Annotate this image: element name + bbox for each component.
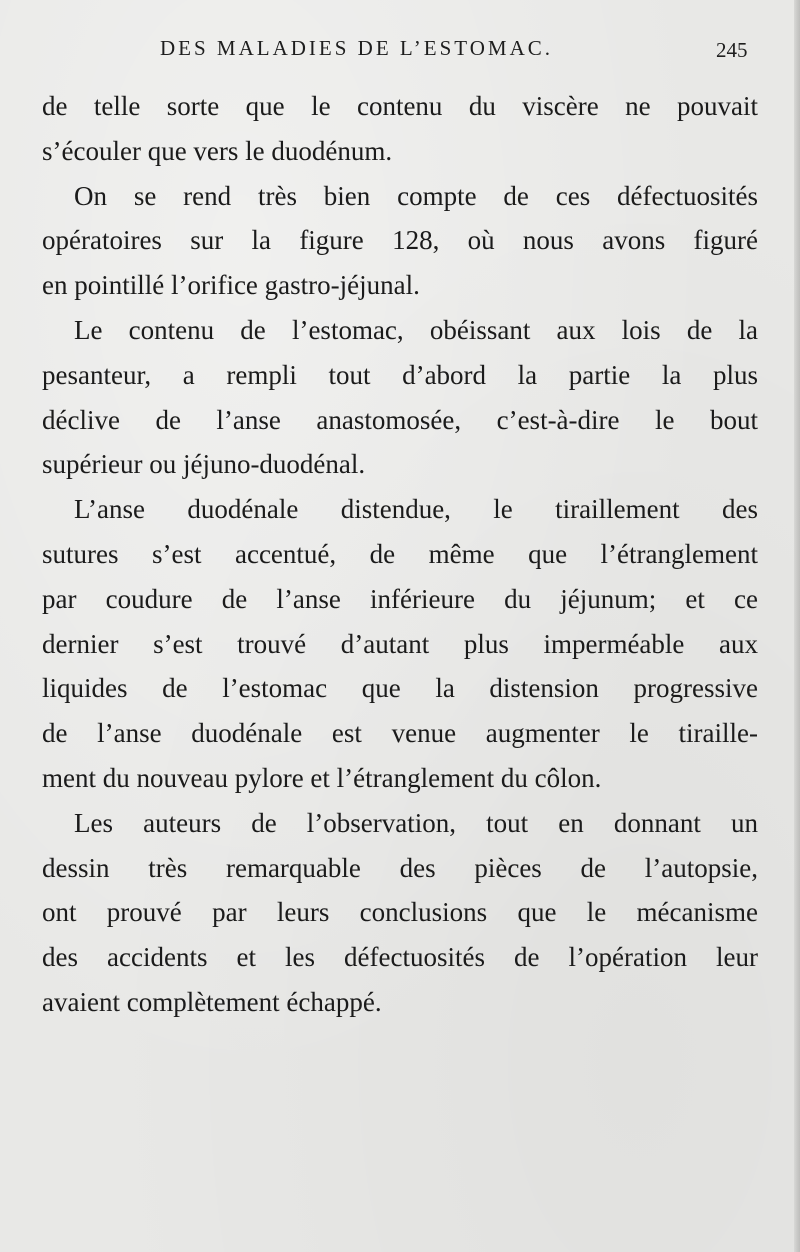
running-title: DES MALADIES DE L’ESTOMAC. xyxy=(160,36,554,60)
paragraph xyxy=(42,174,758,308)
text-line: de telle sorte que le contenu du viscère ne pouvait xyxy=(42,91,758,121)
paragraph xyxy=(42,487,758,801)
text-line: L’anse duodénale distendue, le tiraillement des xyxy=(74,494,758,525)
page-edge-shadow xyxy=(794,0,800,1252)
body-text xyxy=(42,84,758,1025)
running-head xyxy=(0,36,800,70)
text-line: déclive de l’anse anastomosée, c’est-à-dire le bout xyxy=(42,404,758,435)
text-line: des accidents et les défectuosités de l’opération leur xyxy=(42,942,758,973)
text-line: ont prouvé par leurs conclusions que le mécanisme xyxy=(42,897,758,928)
paragraph xyxy=(42,308,758,487)
text-line: liquides de l’estomac que la distension progressive xyxy=(42,673,758,704)
text-line: On se rend très bien compte de ces défectuosités xyxy=(74,180,758,211)
text-line: Les auteurs de l’observation, tout en donnant un xyxy=(74,807,758,838)
text-line: Le contenu de l’estomac, obéissant aux lois de la xyxy=(74,314,758,345)
text-line: opératoires sur la figure 128, où nous avons figuré xyxy=(42,225,758,256)
text-line: dernier s’est trouvé d’autant plus imperméable aux xyxy=(42,628,758,659)
text-line: par coudure de l’anse inférieure du jéjunum; et ce xyxy=(42,583,758,614)
text-line: ment du nouveau pylore et l’étranglement du côlon. xyxy=(42,762,602,793)
text-line: supérieur ou jéjuno-duodénal. xyxy=(42,449,366,480)
text-line: dessin très remarquable des pièces de l’autopsie, xyxy=(42,852,758,883)
paragraph xyxy=(42,801,758,1025)
text-line: sutures s’est accentué, de même que l’étranglement xyxy=(42,538,758,569)
paragraph xyxy=(42,84,758,174)
text-line: pesanteur, a rempli tout d’abord la partie la plus xyxy=(42,359,758,390)
text-line: avaient complètement échappé. xyxy=(42,986,382,1017)
text-line: de l’anse duodénale est venue augmenter le tiraille- xyxy=(42,718,758,749)
text-line: s’écouler que vers le duodénum. xyxy=(42,135,393,166)
page-number: 245 xyxy=(716,38,748,62)
text-line: en pointillé l’orifice gastro-jéjunal. xyxy=(42,270,420,301)
